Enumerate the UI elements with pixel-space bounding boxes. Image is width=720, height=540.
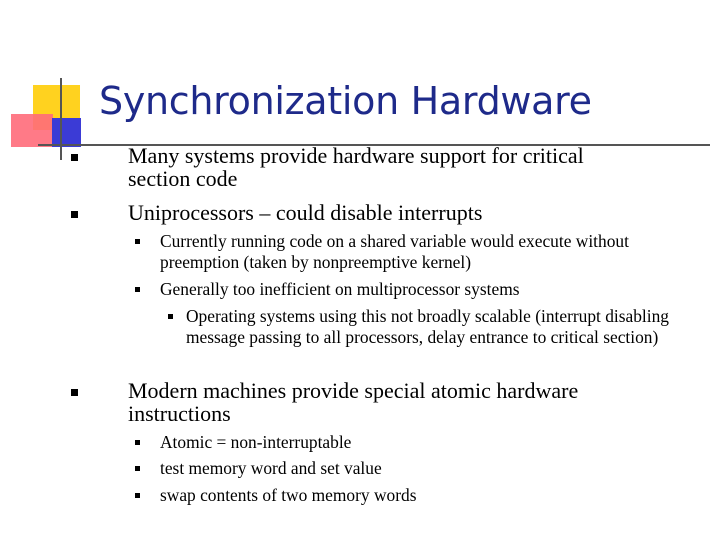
- bullet-text: swap contents of two memory words: [160, 485, 417, 505]
- slide-title: Synchronization Hardware: [99, 79, 592, 123]
- sub-sub-bullet-item: [186, 306, 686, 348]
- sub-bullet-item: [160, 432, 680, 453]
- square-bullet-icon: [135, 287, 140, 292]
- sub-bullet-item: [160, 485, 680, 506]
- bullet-text: Modern machines provide special atomic hardware instructions: [128, 378, 579, 426]
- square-bullet-icon: [71, 154, 78, 161]
- bullet-text: Operating systems using this not broadly scalable (interrupt disabling message passing to all processors, delay entrance to critical section): [186, 306, 669, 347]
- bullet-list: [128, 0, 708, 540]
- bullet-item: [128, 379, 638, 425]
- square-bullet-icon: [135, 466, 140, 471]
- bullet-text: Currently running code on a shared variable would execute without preemption (taken by nonpreemptive kernel): [160, 231, 629, 272]
- bullet-item: [128, 144, 638, 190]
- square-bullet-icon: [71, 211, 78, 218]
- sub-bullet-item: [160, 458, 680, 479]
- square-bullet-icon: [135, 239, 140, 244]
- sub-bullet-item: [160, 279, 680, 300]
- logo-vertical-rule: [60, 78, 62, 160]
- logo-blue-square: [52, 118, 81, 147]
- logo-pink-square: [11, 114, 53, 147]
- bullet-item: [128, 201, 688, 224]
- square-bullet-icon: [168, 314, 173, 319]
- sub-bullet-item: [160, 231, 680, 273]
- bullet-text: Uniprocessors – could disable interrupts: [128, 200, 483, 225]
- square-bullet-icon: [135, 440, 140, 445]
- square-bullet-icon: [135, 493, 140, 498]
- bullet-text: Atomic = non-interruptable: [160, 432, 352, 452]
- bullet-text: Generally too inefficient on multiprocessor systems: [160, 279, 520, 299]
- bullet-text: Many systems provide hardware support for critical section code: [128, 143, 584, 191]
- bullet-text: test memory word and set value: [160, 458, 382, 478]
- square-bullet-icon: [71, 389, 78, 396]
